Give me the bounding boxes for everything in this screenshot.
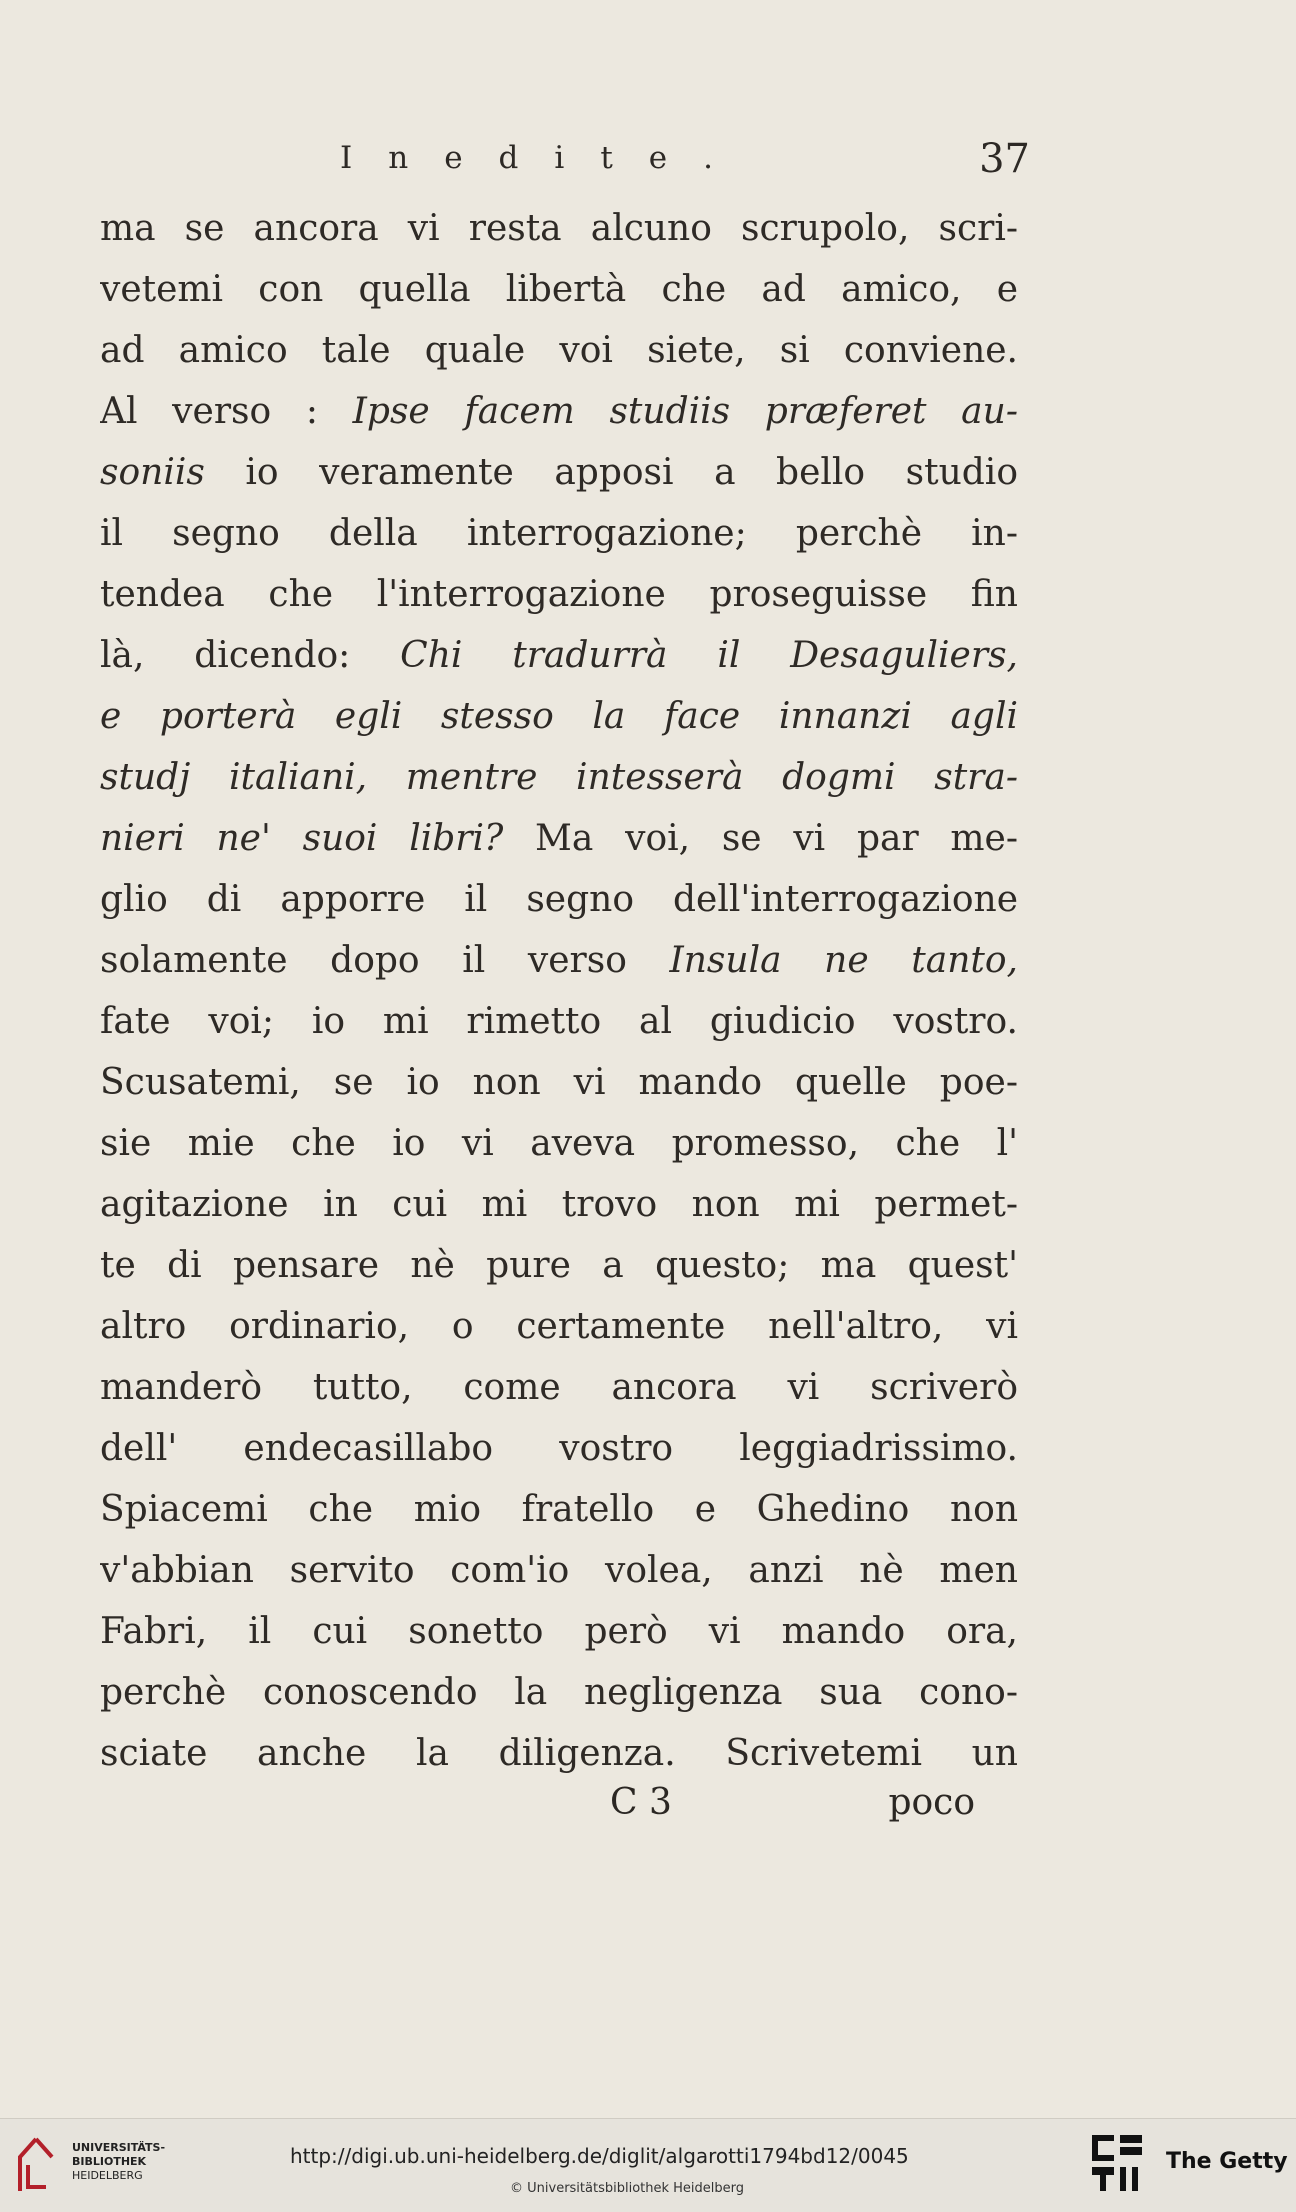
italic-text: nieri ne' suoi libri? [100, 818, 504, 859]
italic-text: studj italiani, mentre intesserà dogmi stra- [100, 757, 1018, 798]
text-line: là, dicendo: Chi tradurrà il Desaguliers, [100, 635, 1018, 676]
text-line: dell' endecasillabo vostro leggiadrissimo. [100, 1428, 1018, 1469]
library-name [72, 2141, 165, 2183]
page-header [340, 136, 1030, 200]
text-line: agitazione in cui mi trovo non mi permet- [100, 1184, 1018, 1225]
text-line: fate voi; io mi rimetto al giudicio vostro. [100, 1001, 1018, 1042]
signature-mark: C 3 [610, 1782, 672, 1823]
getty-logo-icon [1090, 2133, 1146, 2195]
text-line: Scusatemi, se io non vi mando quelle poe- [100, 1062, 1018, 1103]
text-line [100, 747, 1018, 808]
text-line: soniis io veramente apposi a bello studio [100, 452, 1018, 493]
university-library-logo-icon [12, 2135, 60, 2195]
text-line: Spiacemi che mio fratello e Ghedino non [100, 1489, 1018, 1530]
library-name-line: HEIDELBERG [72, 2169, 143, 2182]
text-line: te di pensare nè pure a questo; ma quest' [100, 1245, 1018, 1286]
text-line: perchè conoscendo la negligenza sua cono- [100, 1672, 1018, 1713]
body-text [100, 198, 1018, 1784]
text-line: nieri ne' suoi libri? Ma voi, se vi par me- [100, 818, 1018, 859]
text-line: sciate anche la diligenza. Scrivetemi un [100, 1733, 1018, 1774]
viewer-footer [0, 2118, 1296, 2212]
getty-name: The Getty [1166, 2149, 1288, 2174]
text-line: tendea che l'interrogazione proseguisse fin [100, 574, 1018, 615]
page-number: 37 [979, 136, 1030, 182]
text-line: altro ordinario, o certamente nell'altro, vi [100, 1306, 1018, 1347]
italic-text: Ipse facem studiis præferet au- [352, 391, 1018, 432]
text-line: manderò tutto, come ancora vi scriverò [100, 1367, 1018, 1408]
catchword: poco [888, 1782, 975, 1823]
library-name-line: BIBLIOTHEK [72, 2155, 147, 2168]
text-line: v'abbian servito com'io volea, anzi nè men [100, 1550, 1018, 1591]
italic-text: e porterà egli stesso la face innanzi agli [100, 696, 1018, 737]
text-line: Al verso : Ipse facem studiis præferet au- [100, 391, 1018, 432]
italic-text: soniis [100, 452, 205, 493]
copyright-notice: © Universitätsbibliothek Heidelberg [510, 2181, 745, 2196]
text-line: sie mie che io vi aveva promesso, che l' [100, 1123, 1018, 1164]
italic-text: Chi tradurrà il Desaguliers, [400, 635, 1018, 676]
text-line: solamente dopo il verso Insula ne tanto, [100, 940, 1018, 981]
text-line: vetemi con quella libertà che ad amico, e [100, 269, 1018, 310]
text-line: ma se ancora vi resta alcuno scrupolo, scri- [100, 208, 1018, 249]
text-line [100, 686, 1018, 747]
permalink-url[interactable]: http://digi.ub.uni-heidelberg.de/diglit/algarotti1794bd12/0045 [290, 2144, 909, 2168]
signature-line [610, 1772, 980, 1832]
text-line: ad amico tale quale voi siete, si conviene. [100, 330, 1018, 371]
text-line: il segno della interrogazione; perchè in- [100, 513, 1018, 554]
running-title: Inedite. [340, 140, 749, 176]
text-line: Fabri, il cui sonetto però vi mando ora, [100, 1611, 1018, 1652]
italic-text: Insula ne tanto, [669, 940, 1018, 981]
text-line: glio di apporre il segno dell'interrogazione [100, 879, 1018, 920]
library-name-line: UNIVERSITÄTS- [72, 2141, 166, 2154]
